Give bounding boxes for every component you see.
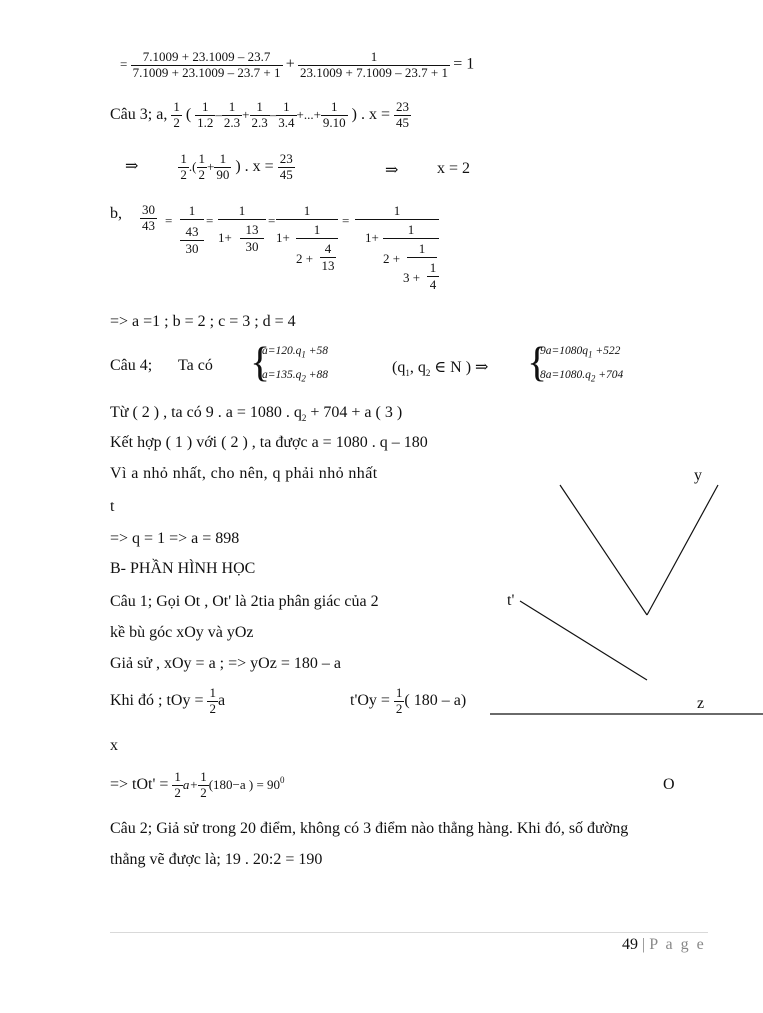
part-a-label: a, bbox=[156, 106, 168, 124]
cf4-threeplus: 3 + bbox=[403, 270, 421, 285]
fraction-1: $\frac{7.1009 + 23.1009 - 23.7}{7.1009 + 23.1009 - 23.7 + 1}$ bbox=[132, 49, 281, 80]
cf2-num: 1 bbox=[218, 203, 266, 220]
l2-b: $\frac{1}{90}$ bbox=[216, 151, 230, 182]
c1-half-1: $\frac{1}{2}$ bbox=[209, 685, 216, 716]
cau4-cond: ($q_1$, $q_2$ ∈ N ) ⇒ bbox=[392, 359, 489, 379]
cf4-oneplus: 1+ bbox=[365, 230, 379, 245]
cf4-twoplus: 2 + bbox=[383, 251, 401, 266]
cau4-label: Câu 4; bbox=[110, 357, 153, 374]
cau4-via: Vì a nhỏ nhất, cho nên, q phải nhỏ nhất bbox=[110, 465, 378, 482]
c2-line2: thẳng vẽ được là; 19 . 20:2 = 190 bbox=[110, 851, 323, 868]
c1-line2: kề bù góc xOy và yOz bbox=[110, 624, 254, 641]
eq-2: = bbox=[206, 213, 214, 228]
close-paren-eq: ) . x = bbox=[351, 106, 391, 124]
c1-line3: Giả sử , xOy = a ; => yOz = 180 – a bbox=[110, 655, 341, 672]
half-fraction: $\frac{1}{2}$ bbox=[173, 99, 180, 130]
l2-a: $\frac{1}{2}$ bbox=[198, 151, 205, 182]
ray-left-of-y bbox=[560, 485, 647, 615]
cf2-30: 30 bbox=[245, 239, 259, 254]
brace-2: { bbox=[527, 340, 548, 386]
cf3-13: 13 bbox=[321, 258, 335, 273]
result-fraction: $\frac{23}{45}$ bbox=[396, 99, 410, 130]
c1-half-2: $\frac{1}{2}$ bbox=[395, 685, 403, 716]
cf2-13: 13 bbox=[240, 222, 264, 239]
cf3-twoplus: 2 + bbox=[296, 251, 314, 266]
cau4-taco: Ta có bbox=[178, 357, 213, 374]
fraction-2: $\frac{1}{23.1009 + 7.1009 - 23.7 + 1}$ bbox=[300, 49, 448, 80]
cf1-43: 43 bbox=[180, 224, 204, 241]
cau3-label: Câu 3; bbox=[110, 106, 153, 124]
ray-ot-prime bbox=[520, 601, 647, 680]
eq-4: = bbox=[342, 213, 350, 228]
l2-open: .( bbox=[188, 159, 197, 175]
cf3-num: 1 bbox=[276, 203, 338, 220]
cf3-4: 4 bbox=[320, 241, 336, 258]
frac-30-43: $\frac{30}{43}$ bbox=[142, 202, 155, 233]
page-word: P a g e bbox=[649, 936, 706, 953]
dots: +...+ bbox=[296, 107, 321, 123]
l2-plus: + bbox=[207, 159, 215, 175]
open-paren: ( bbox=[185, 106, 192, 124]
sys2-line1: $9a=1080q_1 +522$ bbox=[540, 345, 621, 360]
c1-half-4: $\frac{1}{2}$ bbox=[200, 769, 207, 800]
page-number: 49 bbox=[622, 936, 638, 953]
term-1: $\frac{1}{1.2}$ bbox=[197, 99, 214, 130]
l2-half: $\frac{1}{2}$ bbox=[180, 151, 187, 182]
cf3-inner-num: 1 bbox=[296, 222, 338, 239]
cau4-kethop: Kết hợp ( 1 ) với ( 2 ) , ta được a = 1080 . q – 180 bbox=[110, 434, 428, 451]
part-b-label: b, bbox=[110, 205, 122, 222]
term-4: $\frac{1}{3.4}$ bbox=[278, 99, 295, 130]
sys2-line2: $8a=1080.q_2 +704$ bbox=[540, 369, 624, 384]
footer bbox=[622, 936, 706, 954]
brace-1: { bbox=[250, 340, 271, 386]
c1-line4: Khi đó ; tOy = $\frac{1}{2}$ a bbox=[110, 685, 226, 716]
ray-oy bbox=[647, 485, 718, 615]
term-5: $\frac{1}{9.10}$ bbox=[322, 99, 346, 130]
footer-divider bbox=[110, 932, 708, 933]
cau4-t: t bbox=[110, 498, 115, 515]
label-o: O bbox=[663, 776, 675, 793]
partb-result: => a =1 ; b = 2 ; c = 3 ; d = 4 bbox=[110, 313, 296, 330]
cf4-num: 1 bbox=[355, 203, 439, 220]
cf4-4: 4 bbox=[429, 277, 437, 292]
label-y: y bbox=[694, 467, 702, 484]
equals-sign: = bbox=[120, 56, 128, 72]
cf4-n4: 1 bbox=[427, 260, 439, 277]
line1-result: = 1 bbox=[453, 55, 475, 73]
cf2-oneplus: 1+ bbox=[218, 230, 232, 245]
plus-sign: + bbox=[285, 55, 295, 73]
c1-line1: Câu 1; Gọi Ot , Ot' là 2tia phân giác của 2 bbox=[110, 593, 379, 610]
cf4-n2: 1 bbox=[383, 222, 439, 239]
c2-line1: Câu 2; Giả sử trong 20 điểm, không có 3 điểm nào thẳng hàng. Khi đó, số đường bbox=[110, 820, 629, 837]
term-3: $\frac{1}{2.3}$ bbox=[251, 99, 268, 130]
label-t-prime: t' bbox=[507, 592, 515, 609]
sys1-line1: $a=120.q_1 +58$ bbox=[262, 345, 329, 360]
term-2: $\frac{1}{2.3}$ bbox=[223, 99, 241, 130]
cf1-30: 30 bbox=[185, 241, 199, 256]
c1-line5: => tOt' = $\frac{1}{2}$ a+ $\frac{1}{2}$ (180−a ) = $90^0$ bbox=[110, 769, 285, 800]
cau3-a-line: Câu 3; a, $\frac{1}{2}$ ( $\frac{1}{1.2}$ – $\frac{1}{2.3}$ + $\frac{1}{2.3}$ – $\frac{1}{3.4}$ +...+ $\frac{1}{9.10}$ ) . x = $\frac{23}{45}$ bbox=[110, 99, 410, 130]
cf3-oneplus: 1+ bbox=[276, 230, 290, 245]
l2-close: ) . x = bbox=[235, 158, 274, 176]
hinhhoc-heading: B- PHẦN HÌNH HỌC bbox=[110, 560, 256, 577]
label-z: z bbox=[697, 695, 705, 712]
cf4-n3: 1 bbox=[407, 241, 437, 258]
cau4-tu2: Từ ( 2 ) , ta có 9 . a = 1080 . $q_2 + 704 + a$ ( 3 ) bbox=[110, 404, 403, 424]
l2-arrow2: ⇒ bbox=[385, 162, 399, 179]
implies-arrow: ⇒ bbox=[125, 158, 139, 176]
cf1-num: 1 bbox=[180, 203, 204, 220]
eq-1: = bbox=[165, 213, 173, 228]
page-separator: | bbox=[642, 936, 646, 953]
l2-result-x: x = 2 bbox=[437, 160, 471, 177]
c1-half-3: $\frac{1}{2}$ bbox=[174, 769, 181, 800]
c1-line4-b: t'Oy = $\frac{1}{2}$ ( 180 – a) bbox=[350, 685, 467, 716]
sys1-line2: $a=135.q_2 +88$ bbox=[262, 369, 329, 384]
l2-result: $\frac{23}{45}$ bbox=[279, 151, 293, 182]
eq-3: = bbox=[268, 213, 276, 228]
cau4-q1: => q = 1 => a = 898 bbox=[110, 530, 240, 547]
x-label: x bbox=[110, 737, 118, 754]
